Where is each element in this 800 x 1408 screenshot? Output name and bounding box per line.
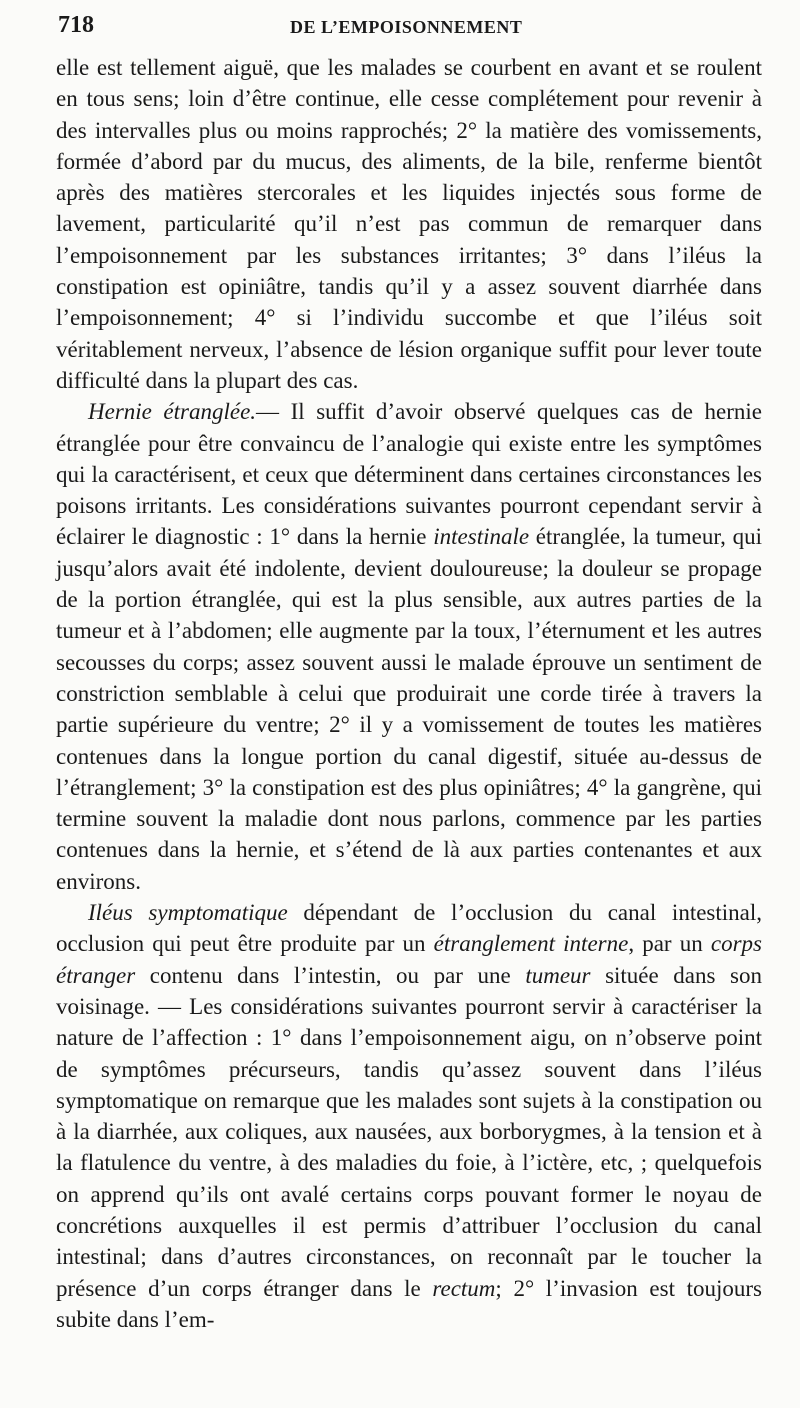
- paragraph-ileus-symptomatique: [56, 897, 762, 1335]
- paragraph-hernie-etranglee: [56, 396, 762, 897]
- text-run: située dans son voisinage. — Les considérations suivantes pourront servir à caractériser la nature de l’affection : 1° dans l’empoisonnement aigu, on n’observe point de symptômes précurseurs, tandis qu’assez souvent dans l’iléus symptomatique on remarque que les malades sont sujets à la constipation ou à la diarrhée, aux coliques, aux nausées, aux borborygmes, à la tension et à la flatulence du ventre, à des maladies du foie, à l’ictère, etc, ; quelquefois on apprend qu’ils ont avalé certains corps pouvant former le noyau de concrétions auxquelles il est permis d’attribuer l’occlusion du canal intestinal; dans d’autres circonstances, on reconnaît par le toucher la présence d’un corps étranger dans le: [56, 962, 762, 1301]
- italic-run: Iléus symptomatique: [88, 900, 288, 926]
- body-text: [56, 52, 762, 1335]
- page-header: [58, 12, 760, 44]
- text-run: — Il suffit d’avoir observé quelques cas de hernie étranglée pour être convaincu de l’analogie qui existe entre les symptômes qui la caractérisent, et ceux que déterminent dans certaines circonstances les poisons irritants. Les considérations suivantes pourront cependant servir à éclairer le diagnostic : 1° dans la hernie: [56, 399, 762, 550]
- italic-run: étranglement interne: [433, 931, 629, 957]
- italic-run: tumeur: [525, 962, 591, 988]
- paragraph-continuation: [56, 52, 762, 396]
- running-title: DE L’EMPOISONNEMENT: [290, 17, 523, 37]
- text-run: étranglée, la tumeur, qui jusqu’alors avait été indolente, devient douloureuse; la douleur se propage de la portion étranglée, qui est la plus sensible, aux autres parties de la tumeur et à l’abdomen; elle augmente par la toux, l’éternument et les autres secousses du corps; assez souvent aussi le malade éprouve un sentiment de constriction semblable à celui que produirait une corde tirée à travers la partie supérieure du ventre; 2° il y a vomissement de toutes les matières contenues dans la longue portion du canal digestif, située au-dessus de l’étranglement; 3° la constipation est des plus opiniâtres; 4° la gangrène, qui termine souvent la maladie dont nous parlons, commence par les parties contenues dans la hernie, et s’étend de là aux parties contenantes et aux environs.: [56, 524, 762, 894]
- text-run: contenu dans l’intestin, ou par une: [135, 962, 526, 988]
- text-run: ; 2° l’invasion est toujours subite dans l’em-: [56, 1275, 762, 1332]
- text-run: dépendant de l’occlusion du canal intestinal, occlusion qui peut être produite par un: [56, 900, 762, 957]
- italic-run: Hernie étranglée.: [88, 399, 257, 425]
- text-run: , par un: [628, 931, 711, 957]
- page-number: 718: [58, 12, 94, 38]
- text-run: elle est tellement aiguë, que les malades se courbent en avant et se roulent en tous sens; loin d’être continue, elle cesse complétement pour revenir à des intervalles plus ou moins rapprochés; 2° la matière des vomissements, formée d’abord par du mucus, des aliments, de la bile, renferme bientôt après des matières stercorales et les liquides injectés sous forme de lavement, particularité qu’il n’est pas commun de remarquer dans l’empoisonnement par les substances irritantes; 3° dans l’iléus la constipation est opiniâtre, tandis qu’il y a assez souvent diarrhée dans l’empoisonnement; 4° si l’individu succombe et que l’iléus soit véritablement nerveux, l’absence de lésion organique suffit pour lever toute difficulté dans la plupart des cas.: [56, 55, 762, 393]
- italic-run: intestinale: [433, 524, 530, 550]
- italic-run: corps étranger: [56, 931, 762, 988]
- italic-run: rectum: [432, 1275, 496, 1301]
